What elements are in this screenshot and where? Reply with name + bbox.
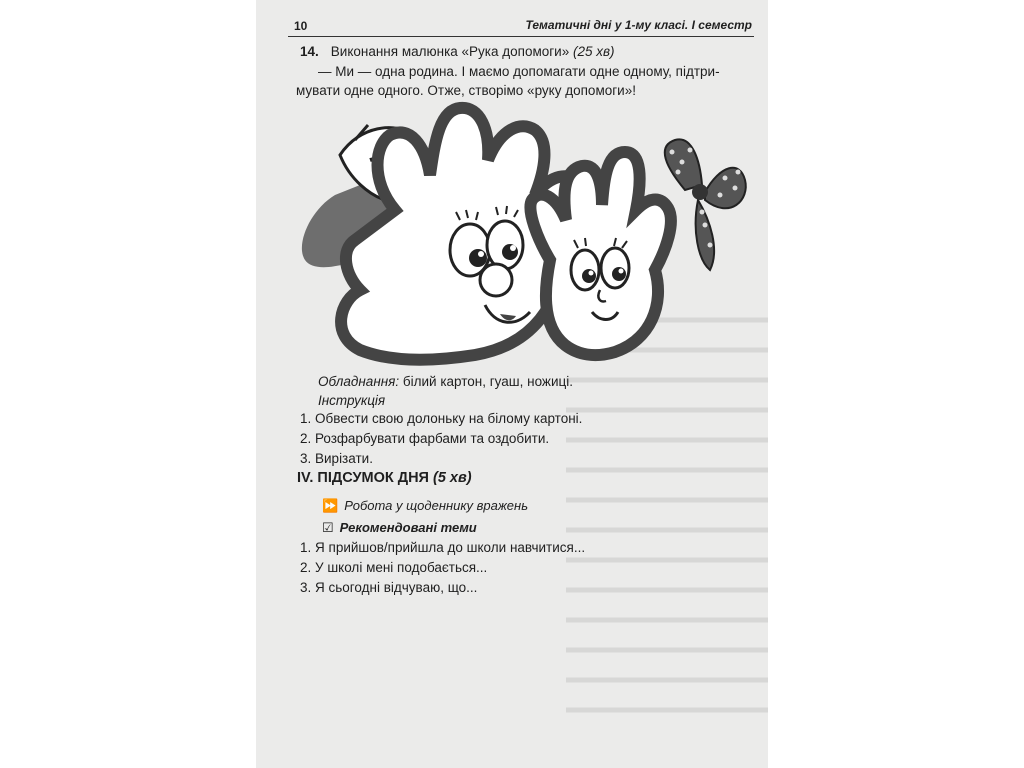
materials-value: білий картон, гуаш, ножиці. (399, 374, 573, 389)
instruction-title: Інструкція (318, 393, 386, 408)
list-item: 2. Розфарбувати фарбами та оздобити. (300, 431, 550, 446)
activity-duration: (25 хв) (573, 44, 615, 59)
two-cartoon-hands-icon (300, 100, 750, 370)
list-item: 3. Я сьогодні відчуваю, що... (300, 580, 478, 595)
double-arrow-icon: ⏩ (322, 498, 339, 513)
activity-number: 14. (300, 44, 319, 59)
diary-subheading (322, 498, 528, 514)
section-title: IV. ПІДСУМОК ДНЯ (297, 470, 429, 486)
topics-subheading (322, 520, 477, 536)
topics-list (300, 540, 585, 600)
list-item: 1. Обвести свою долоньку на білому картоні. (300, 411, 583, 426)
activity-title-text: Виконання малюнка «Рука допомоги» (330, 44, 570, 59)
checkbox-icon: ☑ (322, 520, 334, 535)
section-duration: (5 хв) (433, 470, 472, 486)
activity-title (300, 44, 615, 59)
activity-text-line-2: мувати одне одного. Отже, створімо «руку допомоги»! (296, 83, 636, 98)
running-title: Тематичні дні у 1-му класі. І семестр (525, 18, 752, 32)
activity-text-line-1: — Ми — одна родина. І маємо допомагати одне одному, підтри- (318, 64, 720, 79)
topics-label: Рекомендовані теми (339, 520, 477, 535)
page-number: 10 (294, 19, 308, 33)
diary-label: Робота у щоденнику вражень (344, 498, 529, 513)
instruction-list (300, 411, 582, 471)
materials-label: Обладнання: (318, 374, 400, 389)
list-item: 1. Я прийшов/прийшла до школи навчитися... (300, 540, 586, 555)
materials-line (318, 374, 573, 389)
polka-dot-bow-icon (665, 139, 746, 270)
section-heading (297, 470, 472, 486)
page-header (288, 16, 754, 37)
list-item: 2. У школі мені подобається... (300, 560, 488, 575)
list-item: 3. Вирізати. (300, 451, 373, 466)
